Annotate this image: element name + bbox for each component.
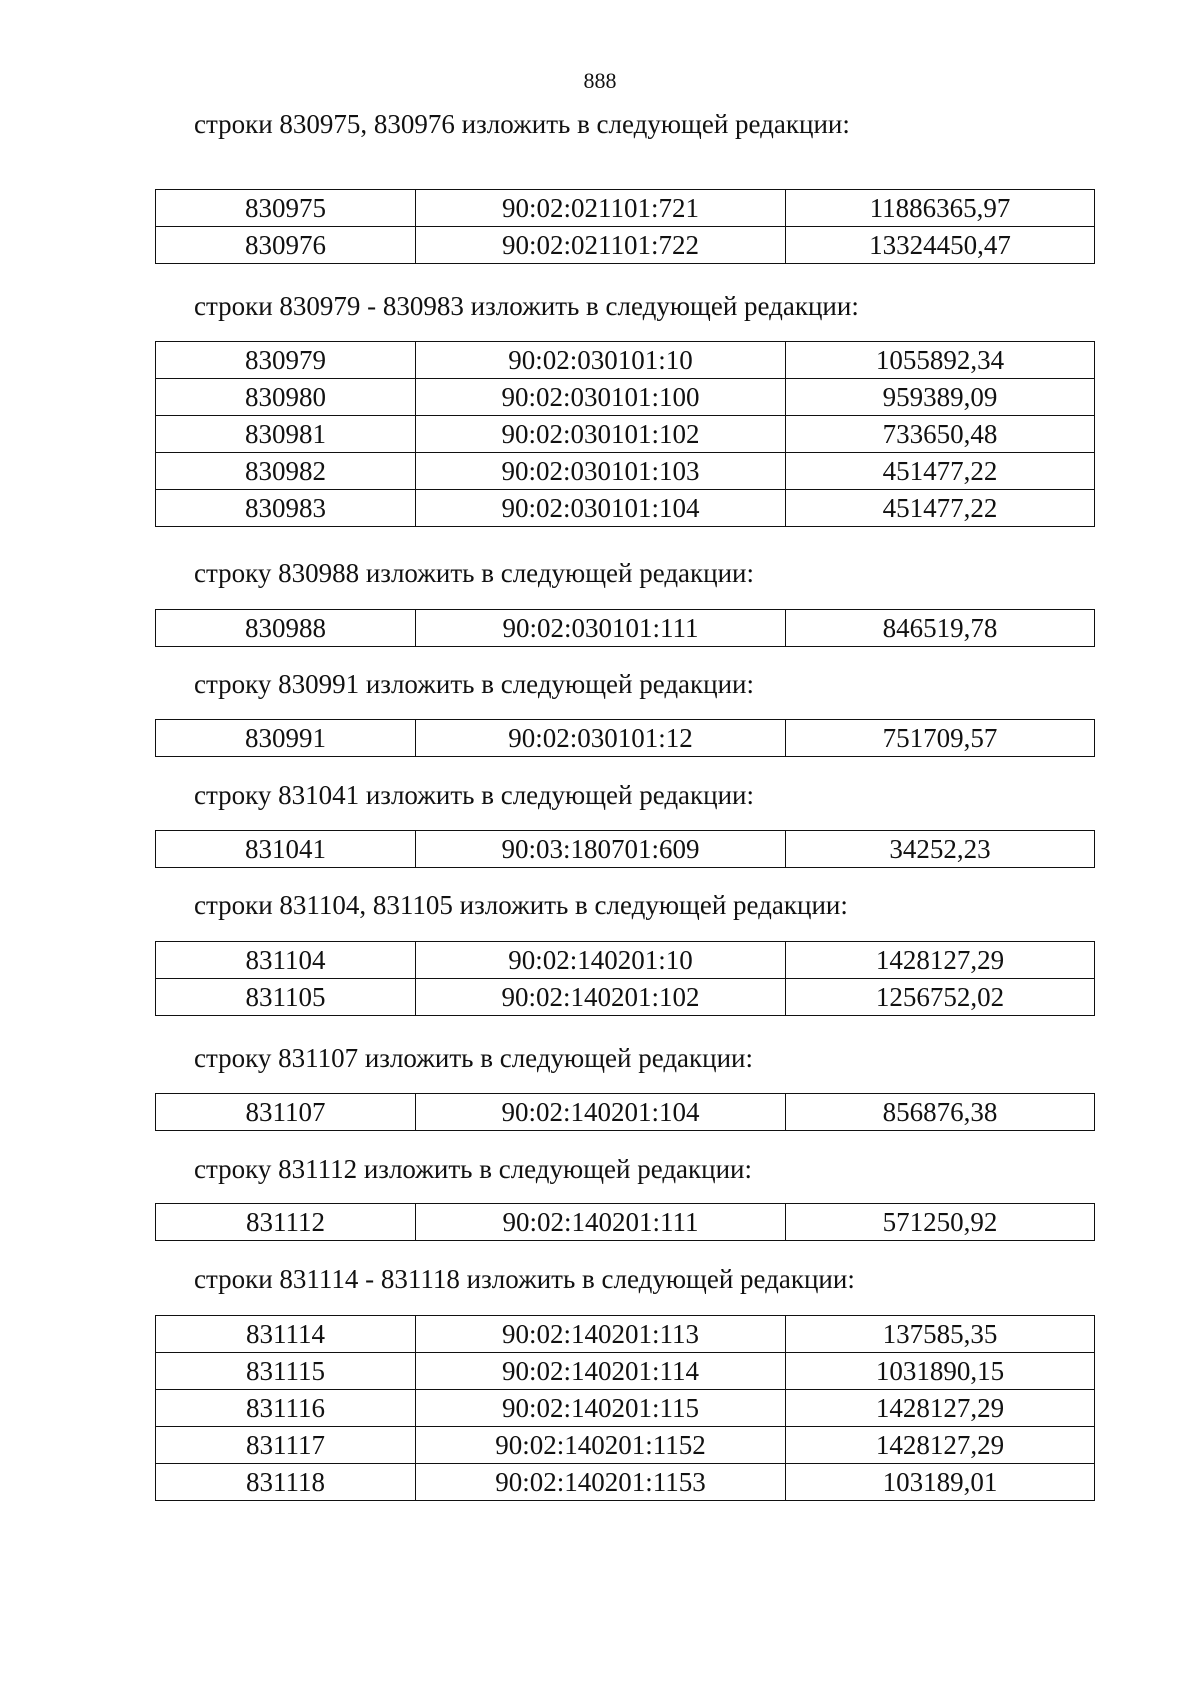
row-number-cell: 831114 bbox=[156, 1316, 416, 1353]
row-number-cell: 830976 bbox=[156, 227, 416, 264]
value-cell: 846519,78 bbox=[786, 610, 1095, 647]
cadastral-number-cell: 90:02:140201:1153 bbox=[416, 1464, 786, 1501]
data-table bbox=[155, 1093, 1095, 1131]
value-cell: 137585,35 bbox=[786, 1316, 1095, 1353]
table-row bbox=[156, 190, 1095, 227]
data-table bbox=[155, 341, 1095, 527]
data-table bbox=[155, 941, 1095, 1016]
table-row bbox=[156, 831, 1095, 868]
section-heading: строку 830988 изложить в следующей редакции: bbox=[194, 558, 755, 588]
data-table bbox=[155, 609, 1095, 647]
row-number-cell: 830975 bbox=[156, 190, 416, 227]
row-number-cell: 831115 bbox=[156, 1353, 416, 1390]
cadastral-number-cell: 90:02:140201:111 bbox=[416, 1204, 786, 1241]
data-table bbox=[155, 1203, 1095, 1241]
cadastral-number-cell: 90:02:140201:1152 bbox=[416, 1427, 786, 1464]
value-cell: 13324450,47 bbox=[786, 227, 1095, 264]
cadastral-number-cell: 90:02:140201:114 bbox=[416, 1353, 786, 1390]
value-cell: 1055892,34 bbox=[786, 342, 1095, 379]
table-row bbox=[156, 1390, 1095, 1427]
section-heading: строки 831104, 831105 изложить в следующей редакции: bbox=[194, 890, 848, 920]
table-row bbox=[156, 610, 1095, 647]
row-number-cell: 830991 bbox=[156, 720, 416, 757]
table-row bbox=[156, 720, 1095, 757]
table-row bbox=[156, 490, 1095, 527]
value-cell: 34252,23 bbox=[786, 831, 1095, 868]
table-row bbox=[156, 1316, 1095, 1353]
value-cell: 1428127,29 bbox=[786, 1390, 1095, 1427]
section-heading: строки 830979 - 830983 изложить в следующей редакции: bbox=[194, 291, 859, 321]
value-cell: 11886365,97 bbox=[786, 190, 1095, 227]
value-cell: 451477,22 bbox=[786, 453, 1095, 490]
cadastral-number-cell: 90:02:030101:100 bbox=[416, 379, 786, 416]
table-row bbox=[156, 1204, 1095, 1241]
cadastral-number-cell: 90:02:030101:12 bbox=[416, 720, 786, 757]
cadastral-number-cell: 90:02:030101:103 bbox=[416, 453, 786, 490]
section-heading: строку 831041 изложить в следующей редакции: bbox=[194, 780, 755, 810]
row-number-cell: 831041 bbox=[156, 831, 416, 868]
cadastral-number-cell: 90:02:021101:722 bbox=[416, 227, 786, 264]
table-row bbox=[156, 979, 1095, 1016]
row-number-cell: 831118 bbox=[156, 1464, 416, 1501]
page-number: 888 bbox=[583, 68, 617, 93]
cadastral-number-cell: 90:02:140201:10 bbox=[416, 942, 786, 979]
section-heading: строку 831107 изложить в следующей редакции: bbox=[194, 1043, 754, 1073]
row-number-cell: 831105 bbox=[156, 979, 416, 1016]
value-cell: 733650,48 bbox=[786, 416, 1095, 453]
row-number-cell: 830979 bbox=[156, 342, 416, 379]
value-cell: 571250,92 bbox=[786, 1204, 1095, 1241]
row-number-cell: 831107 bbox=[156, 1094, 416, 1131]
section-heading: строки 830975, 830976 изложить в следующей редакции: bbox=[194, 109, 850, 139]
cadastral-number-cell: 90:02:021101:721 bbox=[416, 190, 786, 227]
table-row bbox=[156, 227, 1095, 264]
cadastral-number-cell: 90:03:180701:609 bbox=[416, 831, 786, 868]
row-number-cell: 830983 bbox=[156, 490, 416, 527]
table-row bbox=[156, 342, 1095, 379]
cadastral-number-cell: 90:02:140201:115 bbox=[416, 1390, 786, 1427]
row-number-cell: 830981 bbox=[156, 416, 416, 453]
table-row bbox=[156, 379, 1095, 416]
table-row bbox=[156, 942, 1095, 979]
cadastral-number-cell: 90:02:140201:104 bbox=[416, 1094, 786, 1131]
table-row bbox=[156, 1094, 1095, 1131]
data-table bbox=[155, 719, 1095, 757]
table-row bbox=[156, 1427, 1095, 1464]
table-row bbox=[156, 1464, 1095, 1501]
value-cell: 1031890,15 bbox=[786, 1353, 1095, 1390]
data-table bbox=[155, 1315, 1095, 1501]
value-cell: 451477,22 bbox=[786, 490, 1095, 527]
table-row bbox=[156, 416, 1095, 453]
cadastral-number-cell: 90:02:140201:113 bbox=[416, 1316, 786, 1353]
row-number-cell: 831117 bbox=[156, 1427, 416, 1464]
row-number-cell: 831104 bbox=[156, 942, 416, 979]
value-cell: 103189,01 bbox=[786, 1464, 1095, 1501]
value-cell: 751709,57 bbox=[786, 720, 1095, 757]
section-heading: строку 830991 изложить в следующей редакции: bbox=[194, 669, 755, 699]
table-row bbox=[156, 453, 1095, 490]
table-row bbox=[156, 1353, 1095, 1390]
row-number-cell: 830980 bbox=[156, 379, 416, 416]
value-cell: 1428127,29 bbox=[786, 1427, 1095, 1464]
value-cell: 1428127,29 bbox=[786, 942, 1095, 979]
section-heading: строки 831114 - 831118 изложить в следующей редакции: bbox=[194, 1264, 855, 1294]
cadastral-number-cell: 90:02:030101:104 bbox=[416, 490, 786, 527]
value-cell: 856876,38 bbox=[786, 1094, 1095, 1131]
cadastral-number-cell: 90:02:030101:102 bbox=[416, 416, 786, 453]
cadastral-number-cell: 90:02:030101:111 bbox=[416, 610, 786, 647]
data-table bbox=[155, 830, 1095, 868]
value-cell: 1256752,02 bbox=[786, 979, 1095, 1016]
cadastral-number-cell: 90:02:030101:10 bbox=[416, 342, 786, 379]
row-number-cell: 830982 bbox=[156, 453, 416, 490]
cadastral-number-cell: 90:02:140201:102 bbox=[416, 979, 786, 1016]
row-number-cell: 830988 bbox=[156, 610, 416, 647]
row-number-cell: 831112 bbox=[156, 1204, 416, 1241]
data-table bbox=[155, 189, 1095, 264]
value-cell: 959389,09 bbox=[786, 379, 1095, 416]
row-number-cell: 831116 bbox=[156, 1390, 416, 1427]
section-heading: строку 831112 изложить в следующей редакции: bbox=[194, 1154, 753, 1184]
